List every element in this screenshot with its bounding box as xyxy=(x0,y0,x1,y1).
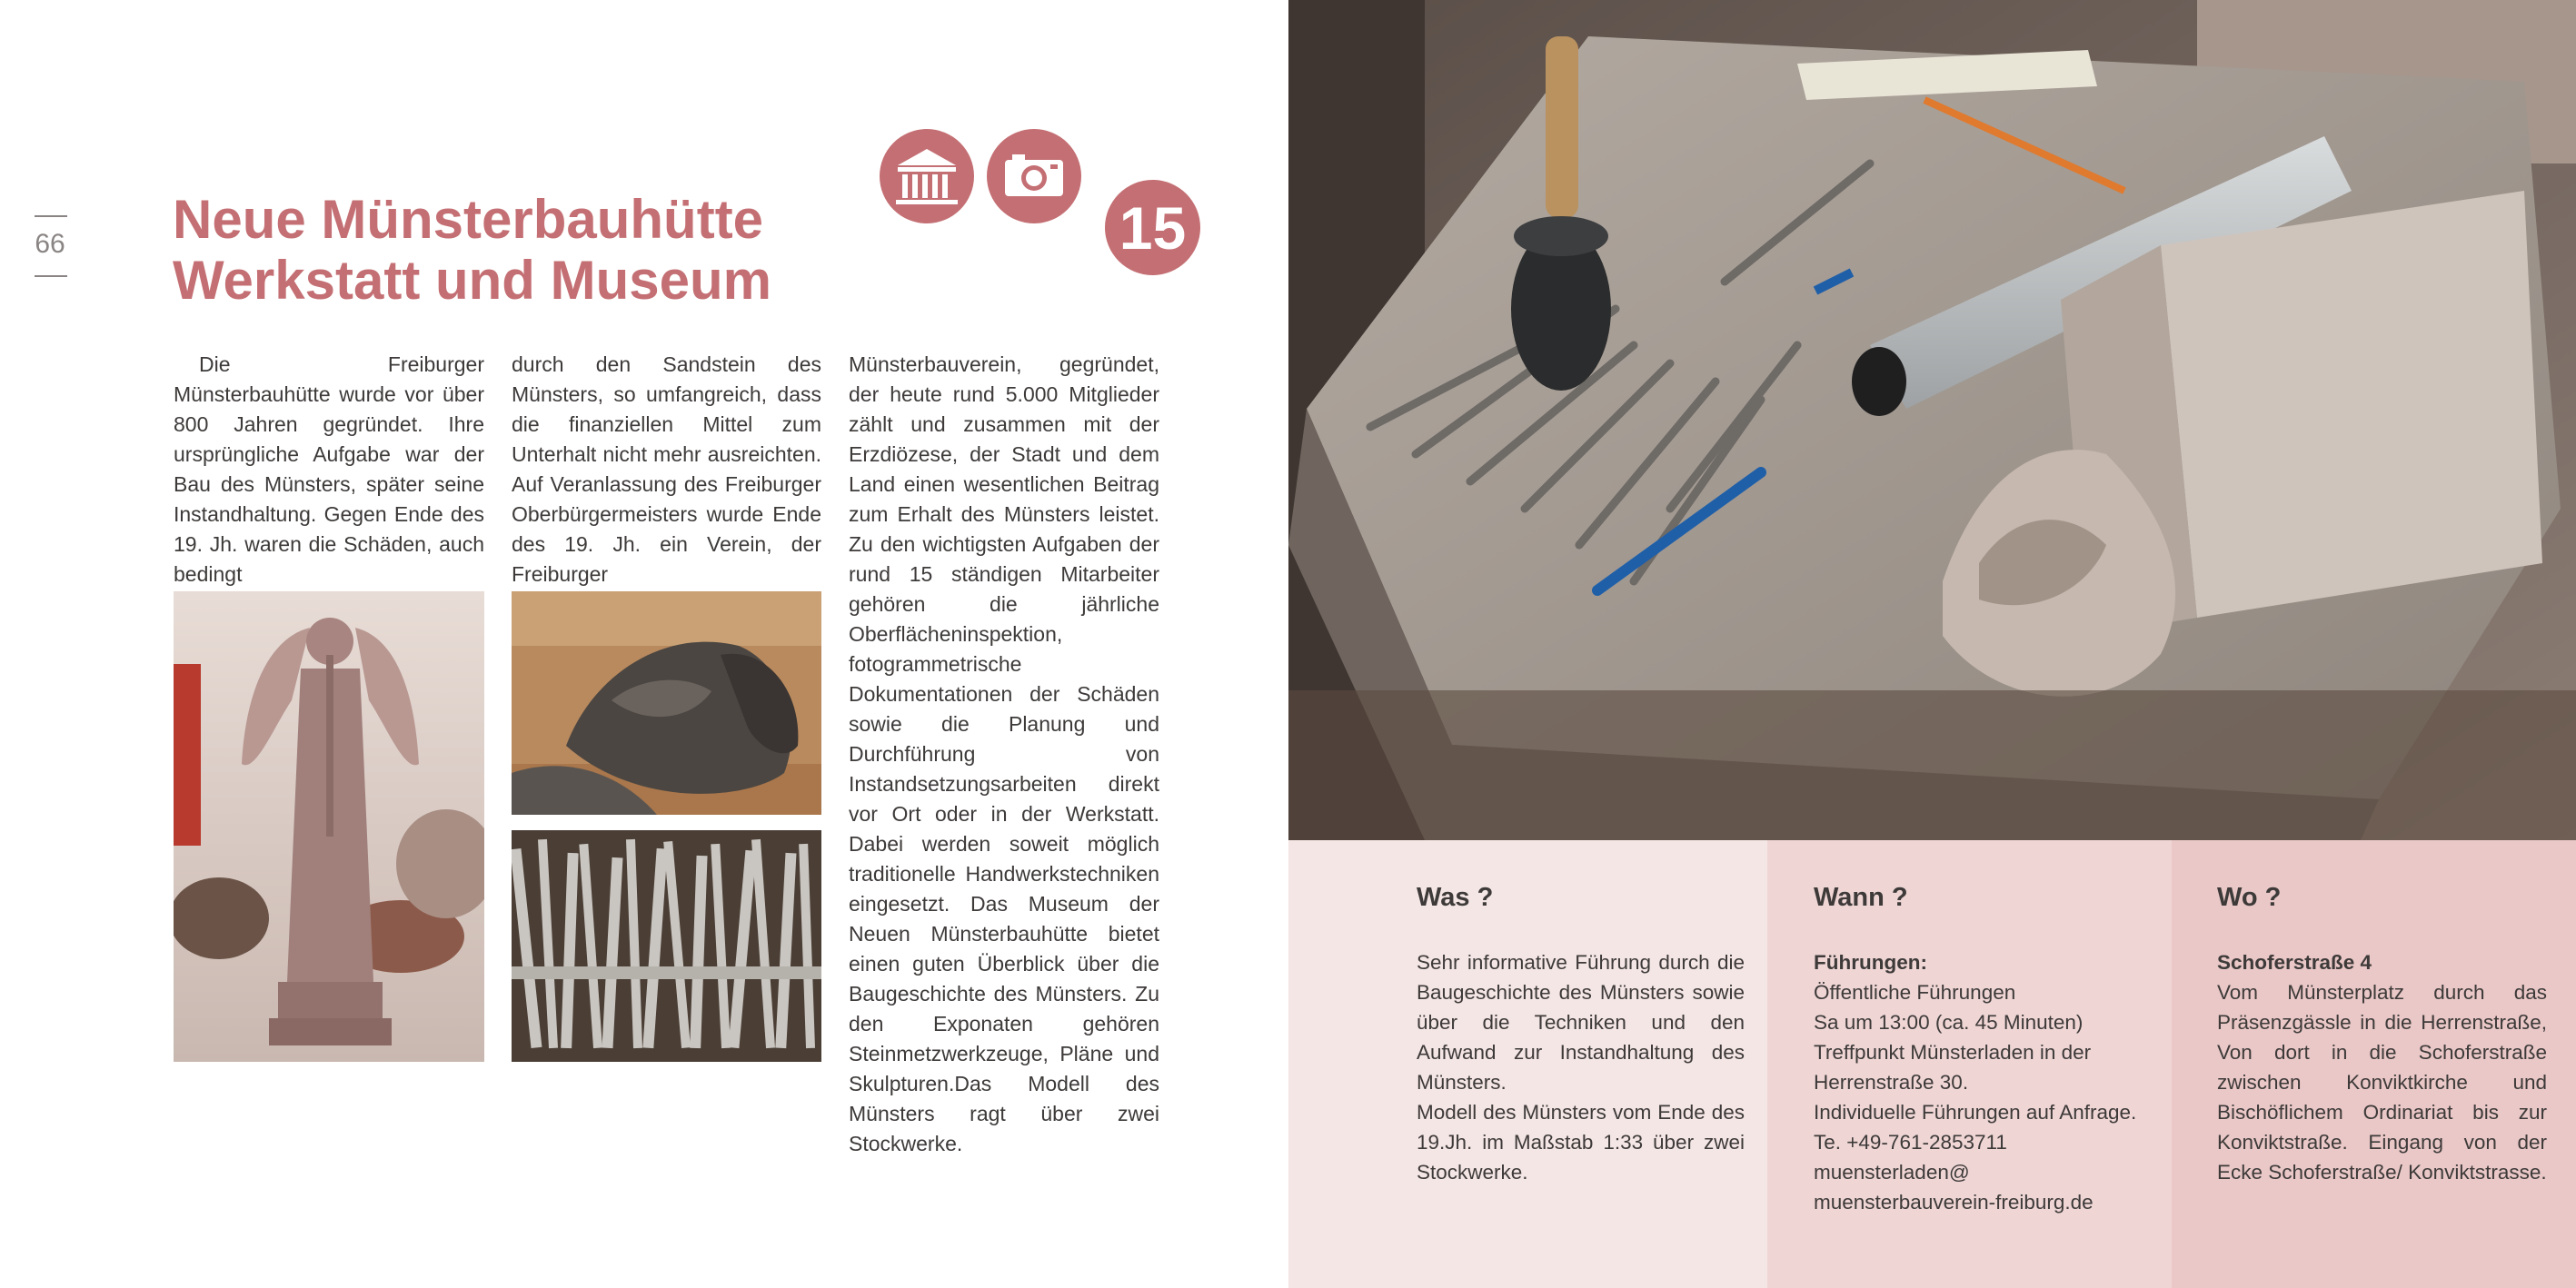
info-was-panel xyxy=(1288,840,1767,1288)
info-wann-line-4: Individuelle Führungen auf Anfrage. xyxy=(1814,1101,2137,1124)
info-wann-line-3: Treffpunkt Münsterladen in der Herrenstraße 30. xyxy=(1814,1041,2092,1094)
angel-statue-photo xyxy=(174,591,484,1062)
info-wann-email-1[interactable]: muensterladen@ xyxy=(1814,1161,1970,1184)
info-was-heading: Was ? xyxy=(1417,883,1494,912)
info-was-body xyxy=(1417,947,1745,1187)
body-text-2: durch den Sandstein des Münsters, so umfangreich, dass die finanziellen Mittel zum Unterhalt nicht mehr ausreichten. Auf Veranlassung des Freiburger Oberbürgermeisters wurde Ende des 19. Jh. ein Verein, der Freiburger xyxy=(512,352,821,586)
info-wann-line-1: Öffentliche Führungen xyxy=(1814,981,2016,1004)
title-line-2: Werkstatt und Museum xyxy=(173,250,771,311)
info-wo-panel xyxy=(2172,840,2576,1288)
body-column-2 xyxy=(512,350,821,590)
info-wann-line-5: Te. +49-761-2853711 xyxy=(1814,1131,2007,1154)
stone-head-photo xyxy=(512,591,821,815)
info-wo-text: Vom Münsterplatz durch das Präsenzgässle in die Herrenstraße, Von dort in die Schoferstraße zwischen Konviktkirche und Bischöflichem Ordinariat bis zur Konviktstraße. Eingang von der Ecke Schoferstraße/ Konviktstrasse. xyxy=(2217,981,2547,1184)
page-number-rule-top xyxy=(35,215,67,217)
body-column-1 xyxy=(174,350,484,590)
body-text-3: Münsterbauverein, gegründet, der heute rund 5.000 Mitglieder zählt und zusammen mit der Erzdiözese, der Stadt und dem Land einen wesentlichen Beitrag zum Erhalt des Münsters leistet. Zu den wichtigsten Aufgaben der rund 15 ständigen Mitarbeiter gehören die jährliche Oberflächeninspektion, fotogrammetrische Dokumentationen der Schäden sowie die Planung und Durchführung von Instandsetzungsarbeiten direkt vor Ort oder in der Werkstatt. Dabei werden soweit möglich traditionelle Handwerkstechniken eingesetzt. Das Museum der Neuen Münsterbauhütte bietet einen guten Überblick über die Baugeschichte des Münsters. Zu den Exponaten gehören Steinmetzwerkzeuge, Pläne und Skulpturen.Das Modell des Münsters ragt über zwei Stockwerke. xyxy=(849,352,1159,1155)
body-column-3 xyxy=(849,350,1159,1159)
page-number-rule-bottom xyxy=(35,275,67,277)
workshop-hero-photo xyxy=(1288,0,2576,840)
info-wann-panel xyxy=(1767,840,2172,1288)
info-wo-heading: Wo ? xyxy=(2217,883,2282,912)
title-line-1: Neue Münsterbauhütte xyxy=(173,189,764,250)
info-was-text: Sehr informative Führung durch die Baugeschichte des Münsters sowie über die Techniken und den Aufwand zur Instandhaltung des Münsters. xyxy=(1417,951,1745,1094)
info-wo-body xyxy=(2217,947,2547,1187)
info-wann-heading: Wann ? xyxy=(1814,883,1908,912)
site-number-badge: 15 xyxy=(1105,180,1200,275)
chisels-photo xyxy=(512,830,821,1062)
body-text-1: Die Freiburger Münsterbauhütte wurde vor über 800 Jahren gegründet. Ihre ursprüngliche Aufgabe war der Bau des Münsters, später seine Instandhaltung. Gegen Ende des 19. Jh. waren die Schäden, auch bedingt xyxy=(174,352,484,586)
info-wo-label: Schoferstraße 4 xyxy=(2217,951,2372,974)
info-was-text-2: Modell des Münsters vom Ende des 19.Jh. im Maßstab 1:33 über zwei Stockwerke. xyxy=(1417,1101,1745,1184)
camera-icon xyxy=(987,129,1081,223)
info-wann-email-2[interactable]: muensterbauverein-freiburg.de xyxy=(1814,1191,2094,1214)
info-wann-line-2: Sa um 13:00 (ca. 45 Minuten) xyxy=(1814,1011,2084,1034)
info-wann-body xyxy=(1814,947,2155,1217)
info-wann-label: Führungen: xyxy=(1814,951,1927,974)
museum-icon xyxy=(880,129,974,223)
page-number: 66 xyxy=(35,229,65,259)
page-title xyxy=(173,189,827,311)
